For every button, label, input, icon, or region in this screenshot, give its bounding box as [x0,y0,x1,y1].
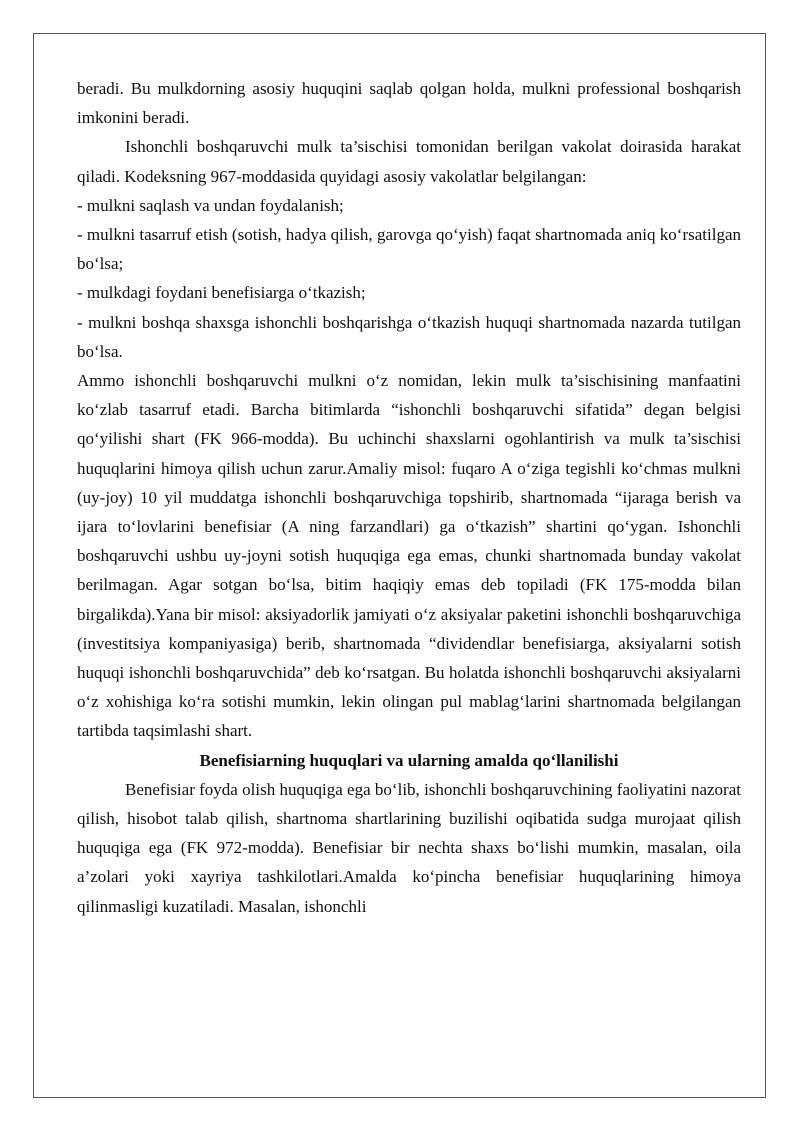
list-item: - mulkni boshqa shaxsga ishonchli boshqarishga o‘tkazish huquqi shartnomada nazarda tutilgan bo‘lsa. [77,312,741,361]
paragraph: Benefisiar foyda olish huquqiga ega bo‘lib, ishonchli boshqaruvchining faoliyatini nazorat qilish, hisobot talab qilish, shartnoma shartlarining buzilishi oqibatida sudga murojaat qilish huquqiga ega (FK 972-modda). Benefisiar bir nechta shaxs bo‘lishi mumkin, masalan, oila a’zolari yoki xayriya tashkilotlari.Amalda ko‘pincha benefisiar huquqlarining himoya qilinmasligi kuzatiladi. Masalan, ishonchli [77,779,741,916]
list-item: - mulkni saqlash va undan foydalanish; [77,195,344,215]
paragraph: Ishonchli boshqaruvchi mulk ta’sischisi tomonidan berilgan vakolat doirasida harakat qiladi. Kodeksning 967-moddasida quyidagi asosiy vakolatlar belgilangan: [77,137,741,186]
paragraph: Ammo ishonchli boshqaruvchi mulkni o‘z nomidan, lekin mulk ta’sischisining manfaatini ko‘zlab tasarruf etadi. Barcha bitimlarda “ishonchli boshqaruvchi sifatida” degan belgisi qo‘yilishi shart (FK 966-modda). Bu uchinchi shaxslarni ogohlantirish va mulk ta’sischisi huquqlarini himoya qilish uchun zarur.Amaliy misol: fuqaro A o‘ziga tegishli ko‘chmas mulkni (uy-joy) 10 yil muddatga ishonchli boshqaruvchiga topshirib, shartnomada “ijaraga berish va ijara to‘lovlarini benefisiar (A ning farzandlari) ga o‘tkazish” shartini qo‘ygan. Ishonchli boshqaruvchi ushbu uy-joyni sotish huquqiga ega emas, chunki shartnomada bunday vakolat berilmagan. Agar sotgan bo‘lsa, bitim haqiqiy emas deb topiladi (FK 175-modda bilan birgalikda).Yana bir misol: aksiyadorlik jamiyati o‘z aksiyalar paketini ishonchli boshqaruvchiga (investitsiya kompaniyasiga) berib, shartnomada “dividendlar benefisiarga, aksiyalarni sotish huquqi ishonchli boshqaruvchida” deb ko‘rsatgan. Bu holatda ishonchli boshqaruvchi aksiyalarni o‘z xohishiga ko‘ra sotishi mumkin, lekin olingan pul mablag‘larini shartnomada belgilangan tartibda taqsimlashi shart. [77,371,741,741]
paragraph: beradi. Bu mulkdorning asosiy huquqini saqlab qolgan holda, mulkni professional boshqarish imkonini beradi. [77,79,741,128]
list-item: - mulkni tasarruf etish (sotish, hadya qilish, garovga qo‘yish) faqat shartnomada aniq ko‘rsatilgan bo‘lsa; [77,225,741,274]
section-heading: Benefisiarning huquqlari va ularning amalda qo‘llanilishi [199,750,619,770]
list-item: - mulkdagi foydani benefisiarga o‘tkazish; [77,283,366,303]
document-body [77,74,741,921]
